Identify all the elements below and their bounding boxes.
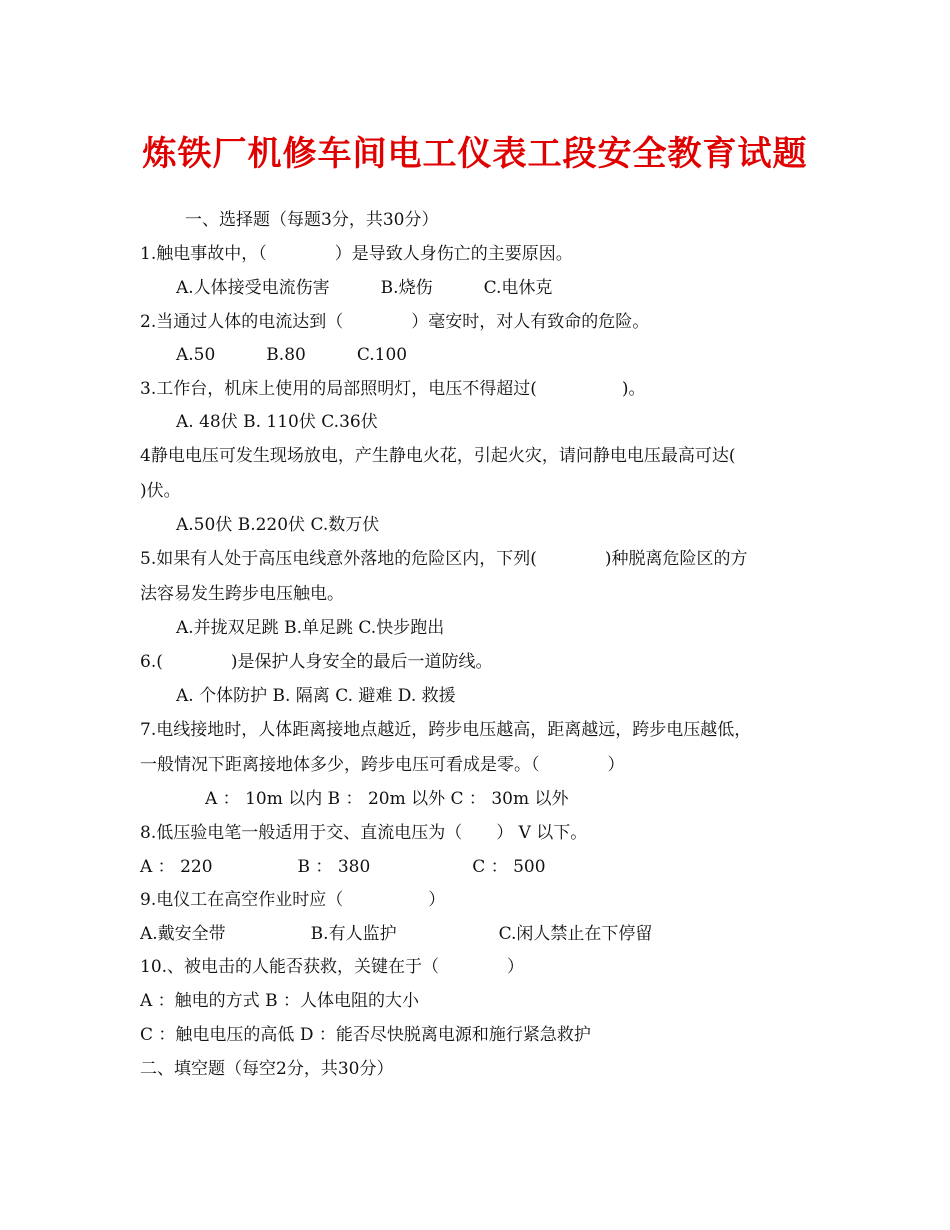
question-2: 2.当通过人体的电流达到（ ）毫安时，对人有致命的危险。 [140, 312, 650, 332]
question-8: 8.低压验电笔一般适用于交、直流电压为（ ） V 以下。 [140, 823, 588, 843]
question-3-options: A. 48伏 B. 110伏 C.36伏 [176, 412, 378, 432]
question-4-cont: )伏。 [140, 481, 181, 501]
question-2-options: A.50 B.80 C.100 [176, 345, 408, 365]
question-1: 1.触电事故中，（ ）是导致人身伤亡的主要原因。 [140, 244, 573, 264]
question-5: 5.如果有人处于高压电线意外落地的危险区内，下列( )种脱离危险区的方 [140, 549, 748, 569]
question-7-cont: 一般情况下距离接地体多少，跨步电压可看成是零。（ ） [140, 755, 625, 775]
question-10-options-ab: A ：触电的方式 B ：人体电阻的大小 [140, 991, 419, 1011]
section-heading-choice: 一、选择题（每题3分，共30分） [185, 210, 439, 230]
document-title: 炼铁厂机修车间电工仪表工段安全教育试题 [142, 134, 808, 174]
question-1-options: A.人体接受电流伤害 B.烧伤 C.电休克 [176, 278, 553, 298]
question-7-options: A ： 10m 以内 B ： 20m 以外 C ： 30m 以外 [205, 789, 569, 809]
question-9: 9.电仪工在高空作业时应（ ） [140, 890, 446, 910]
question-7: 7.电线接地时，人体距离接地点越近，跨步电压越高，距离越远，跨步电压越低， [140, 720, 752, 740]
question-6: 6.( )是保护人身安全的最后一道防线。 [140, 652, 493, 672]
question-5-cont: 法容易发生跨步电压触电。 [140, 584, 344, 604]
question-4: 4静电电压可发生现场放电，产生静电火花，引起火灾，请问静电电压最高可达( [140, 446, 736, 466]
question-10: 10.、被电击的人能否获救，关键在于（ ） [140, 957, 525, 977]
question-9-options: A.戴安全带 B.有人监护 C.闲人禁止在下停留 [140, 924, 653, 944]
question-3: 3.工作台，机床上使用的局部照明灯，电压不得超过( )。 [140, 379, 646, 399]
question-5-options: A.并拢双足跳 B.单足跳 C.快步跑出 [176, 618, 445, 638]
section-heading-fill-blank: 二、填空题（每空2分，共30分） [140, 1059, 394, 1079]
question-4-options: A.50伏 B.220伏 C.数万伏 [176, 515, 380, 535]
question-8-options: A ： 220 B ： 380 C ： 500 [140, 857, 546, 877]
question-6-options: A. 个体防护 B. 隔离 C. 避难 D. 救援 [176, 686, 456, 706]
question-10-options-cd: C ：触电电压的高低 D ：能否尽快脱离电源和施行紧急救护 [140, 1025, 591, 1045]
